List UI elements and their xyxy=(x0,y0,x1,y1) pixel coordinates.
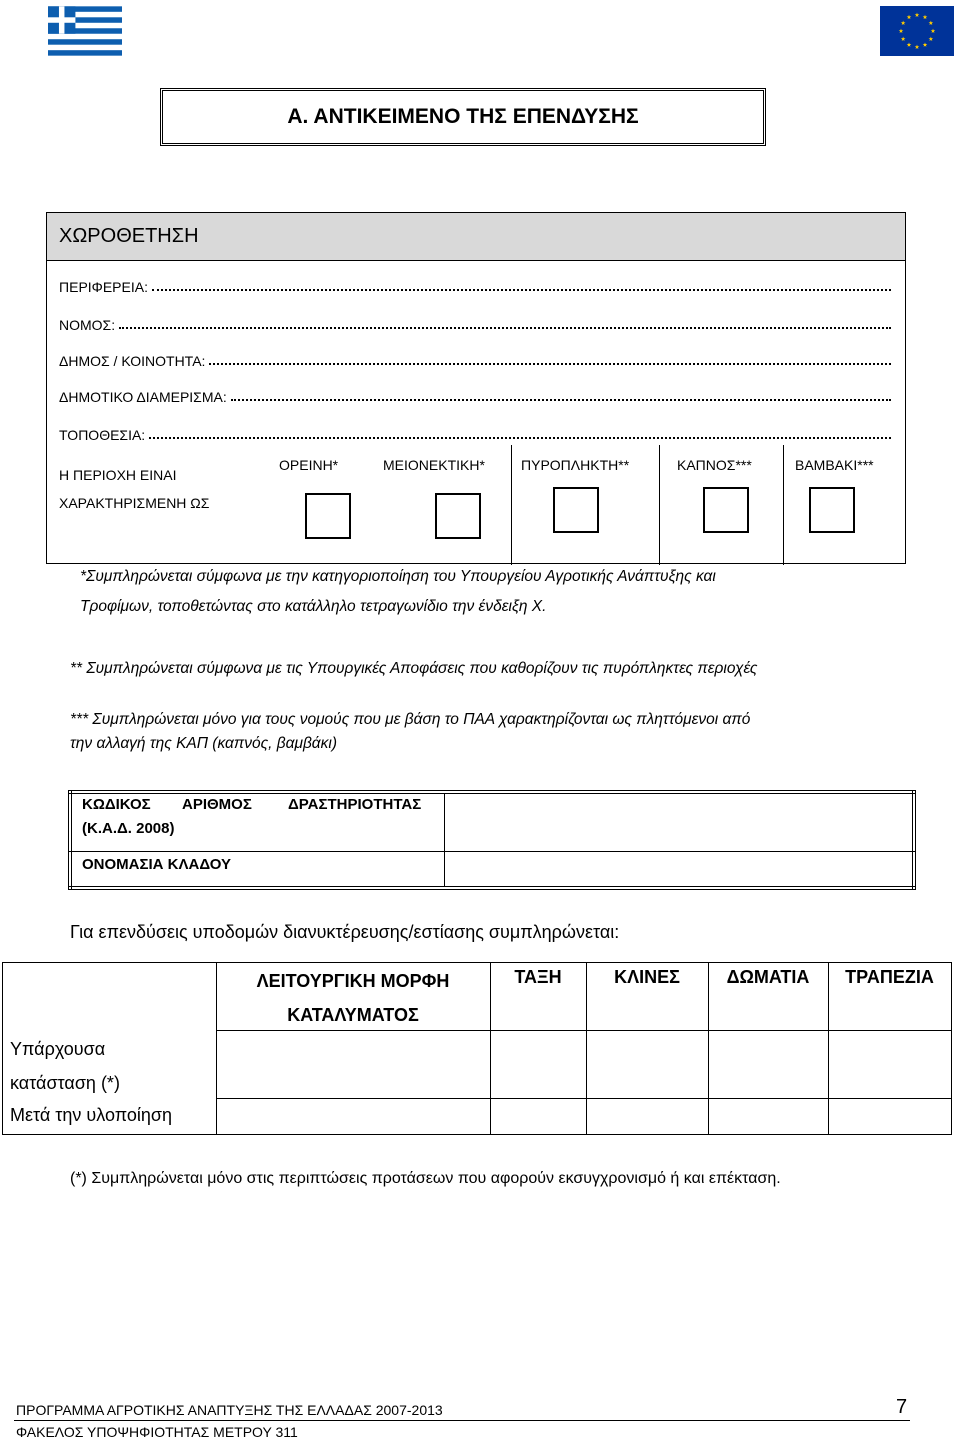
prefecture-dotted-line xyxy=(119,327,891,329)
existing-beds-input[interactable] xyxy=(588,1032,707,1097)
municipal-district-field[interactable] xyxy=(59,383,891,405)
col-header-rooms: ΔΩΜΑΤΙΑ xyxy=(726,967,810,987)
existing-form-input[interactable] xyxy=(218,1032,489,1097)
sector-name-label: ΟΝΟΜΑΣΙΑ ΚΛΑΔΟΥ xyxy=(82,856,231,873)
kad-number-word: ΑΡΙΘΜΟΣ xyxy=(182,796,252,813)
kad-code-year: (Κ.Α.Δ. 2008) xyxy=(82,820,175,837)
col-header-beds: ΚΛΙΝΕΣ xyxy=(614,967,680,987)
option-label-cotton: ΒΑΜΒΑΚΙ*** xyxy=(795,457,874,473)
checkbox-mountainous[interactable] xyxy=(305,493,351,539)
prefecture-label: ΝΟΜΟΣ: xyxy=(59,317,116,333)
page-number: 7 xyxy=(896,1396,908,1418)
municipal-district-dotted-line xyxy=(231,399,891,401)
section-title: Α. ΑΝΤΙΚΕΙΜΕΝΟ ΤΗΣ ΕΠΕΝΔΥΣΗΣ xyxy=(287,105,639,128)
kad-code-input[interactable] xyxy=(446,795,911,850)
locality-label: ΤΟΠΟΘΕΣΙΑ: xyxy=(59,427,146,443)
row-label-after: Μετά την υλοποίηση xyxy=(10,1105,173,1125)
after-beds-input[interactable] xyxy=(588,1100,707,1133)
checkbox-tobacco[interactable] xyxy=(703,487,749,533)
checkbox-disadvantaged[interactable] xyxy=(435,493,481,539)
note-fire-stricken: ** Συμπληρώνεται σύμφωνα με τις Υπουργικές Αποφάσεις που καθορίζουν τις πυρόπληκτες περιοχές xyxy=(70,660,758,677)
accommodation-footnote: (*) Συμπληρώνεται μόνο στις περιπτώσεις προτάσεων που αφορούν εκσυγχρονισμό ή και επέκταση. xyxy=(70,1170,781,1187)
region-dotted-line xyxy=(152,289,891,291)
kad-code-word: ΚΩΔΙΚΟΣ xyxy=(82,796,151,813)
location-header xyxy=(47,213,905,261)
footer-rule xyxy=(14,1420,910,1421)
eu-flag-icon xyxy=(880,6,954,56)
note-cap-affected: *** Συμπληρώνεται μόνο για τους νομούς που με βάση το ΠΑΑ χαρακτηρίζονται ως πληττόμενοι από την αλλαγή της ΚΑΠ (καπνός, βαμβάκι) xyxy=(70,711,751,752)
column-divider xyxy=(783,445,784,565)
location-header-title: ΧΩΡΟΘΕΤΗΣΗ xyxy=(59,225,199,247)
municipality-dotted-line xyxy=(209,363,891,365)
prefecture-field[interactable] xyxy=(59,311,891,333)
option-label-mountainous: ΟΡΕΙΝΗ* xyxy=(279,457,339,473)
greek-flag-icon xyxy=(48,6,122,56)
characterization-label: Η ΠΕΡΙΟΧΗ ΕΙΝΑΙ ΧΑΡΑΚΤΗΡΙΣΜΕΝΗ ΩΣ xyxy=(59,467,210,511)
col-header-tables: ΤΡΑΠΕΖΙΑ xyxy=(845,967,934,987)
checkbox-fire-stricken[interactable] xyxy=(553,487,599,533)
section-title-box xyxy=(160,88,766,146)
after-form-input[interactable] xyxy=(218,1100,489,1133)
municipal-district-label: ΔΗΜΟΤΙΚΟ ΔΙΑΜΕΡΙΣΜΑ: xyxy=(59,389,227,405)
locality-dotted-line xyxy=(149,437,891,439)
row-label-existing: Υπάρχουσα κατάσταση (*) xyxy=(10,1039,120,1093)
locality-field[interactable] xyxy=(59,421,891,443)
after-tables-input[interactable] xyxy=(830,1100,950,1133)
region-label: ΠΕΡΙΦΕΡΕΙΑ: xyxy=(59,279,148,295)
col-header-accommodation-form: ΛΕΙΤΟΥΡΓΙΚΗ ΜΟΡΦΗ ΚΑΤΑΛΥΜΑΤΟΣ xyxy=(256,971,450,1025)
option-label-tobacco: ΚΑΠΝΟΣ*** xyxy=(677,457,752,473)
location-section xyxy=(46,212,906,564)
col-header-class: ΤΑΞΗ xyxy=(514,967,562,987)
sector-name-input[interactable] xyxy=(446,853,911,885)
footer-program: ΠΡΟΓΡΑΜΜΑ ΑΓΡΟΤΙΚΗΣ ΑΝΑΠΤΥΞΗΣ ΤΗΣ ΕΛΛΑΔΑΣ 2007-2013 xyxy=(16,1402,443,1418)
after-class-input[interactable] xyxy=(492,1100,585,1133)
column-divider xyxy=(511,445,512,565)
accommodation-intro: Για επενδύσεις υποδομών διανυκτέρευσης/εστίασης συμπληρώνεται: xyxy=(70,922,620,942)
footer-dossier: ΦΑΚΕΛΟΣ ΥΠΟΨΗΦΙΟΤΗΤΑΣ ΜΕΤΡΟΥ 311 xyxy=(16,1424,298,1440)
column-divider xyxy=(659,445,660,565)
kad-activity-word: ΔΡΑΣΤΗΡΙΟΤΗΤΑΣ xyxy=(288,796,422,813)
existing-tables-input[interactable] xyxy=(830,1032,950,1097)
note-category: *Συμπληρώνεται σύμφωνα με την κατηγοριοποίηση του Υπουργείου Αγροτικής Ανάπτυξης και xyxy=(80,568,716,585)
existing-rooms-input[interactable] xyxy=(710,1032,827,1097)
region-field[interactable] xyxy=(59,273,891,295)
after-rooms-input[interactable] xyxy=(710,1100,827,1133)
checkbox-cotton[interactable] xyxy=(809,487,855,533)
municipality-label: ΔΗΜΟΣ / ΚΟΙΝΟΤΗΤΑ: xyxy=(59,353,206,369)
municipality-field[interactable] xyxy=(59,347,891,369)
existing-class-input[interactable] xyxy=(492,1032,585,1097)
note-category-cont: Τροφίμων, τοποθετώντας στο κατάλληλο τετραγωνίδιο την ένδειξη Χ. xyxy=(80,598,547,615)
option-label-fire-stricken: ΠΥΡΟΠΛΗΚΤΗ** xyxy=(521,457,630,473)
option-label-disadvantaged: ΜΕΙΟΝΕΚΤΙΚΗ* xyxy=(383,457,485,473)
